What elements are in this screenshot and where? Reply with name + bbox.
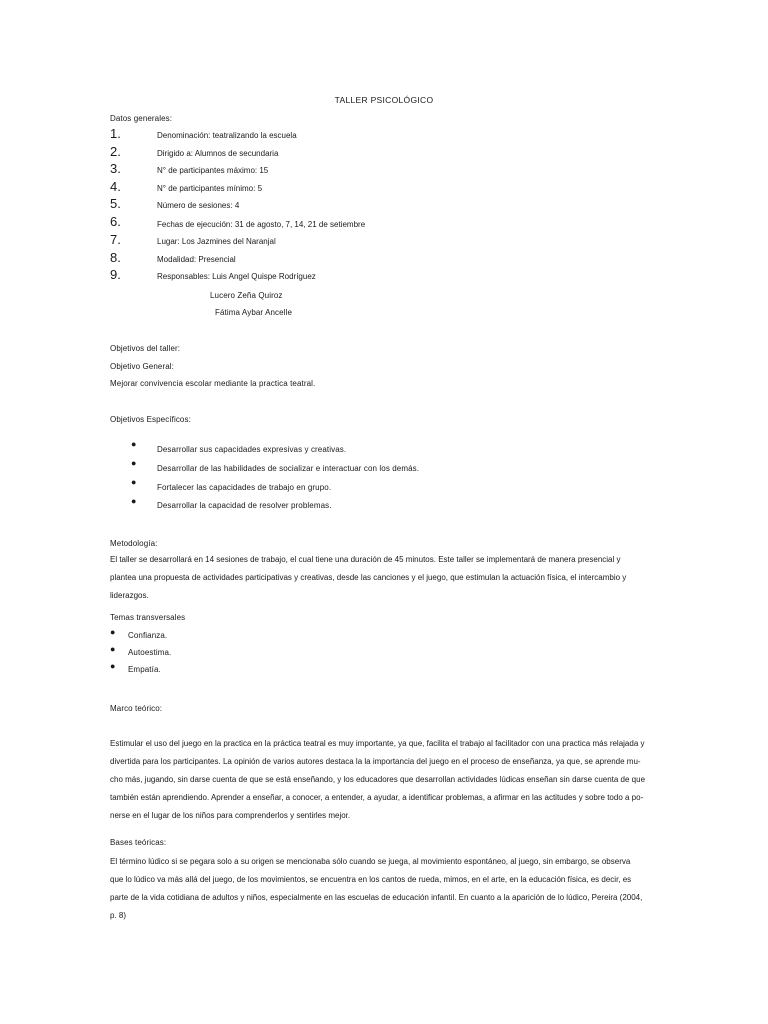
datos-generales-heading: Datos generales: [110,114,173,123]
list-item: Número de sesiones: 4 [157,201,240,210]
bullet-icon: ● [110,661,116,671]
objetivo-especifico-item: Fortalecer las capacidades de trabajo en grupo. [157,483,332,492]
list-number: 2. [110,144,121,159]
objetivos-especificos-heading: Objetivos Específicos: [110,415,191,424]
list-item: Responsables: Luis Angel Quispe Rodríguez [157,272,316,281]
objetivo-general-heading: Objetivo General: [110,362,174,371]
bullet-icon: ● [131,496,137,506]
list-item: N° de participantes mínimo: 5 [157,184,263,193]
tema-item: Confianza. [128,631,168,640]
bullet-icon: ● [110,644,116,654]
objetivo-especifico-item: Desarrollar sus capacidades expresivas y creativas. [157,445,347,454]
paragraph-line: liderazgos. [110,591,149,600]
objetivos-heading: Objetivos del taller: [110,344,181,353]
marco-teorico-paragraph [110,735,658,825]
paragraph-line: El término lúdico si se pegara solo a su origen se mencionaba sólo cuando se juega, al movimiento espontáneo, al juego, sin embargo, se observa [110,857,631,866]
paragraph-line: cho más, jugando, sin darse cuenta de que se está enseñando, y los educadores que desarrollan actividades lúdicas enseñan sin darse cuenta de que [110,775,646,784]
bases-teoricas-paragraph [110,853,658,925]
list-number: 8. [110,250,121,265]
objetivo-general-text: Mejorar convivencia escolar mediante la practica teatral. [110,379,316,388]
tema-item: Autoestima. [128,648,172,657]
list-number: 5. [110,196,121,211]
list-number: 7. [110,232,121,247]
list-number: 6. [110,214,121,229]
list-item: Lugar: Los Jazmines del Naranjal [157,237,276,246]
list-item: Denominación: teatralizando la escuela [157,131,297,140]
metodologia-paragraph [110,551,658,605]
list-item: Modalidad: Presencial [157,255,236,264]
objetivo-especifico-item: Desarrollar la capacidad de resolver problemas. [157,501,332,510]
metodologia-heading: Metodología: [110,539,158,548]
list-number: 3. [110,161,121,176]
list-number: 9. [110,267,121,282]
paragraph-line: que lo lúdico va más allá del juego, de los movimientos, se encuentra en los cantos de rueda, mimos, en el arte, en la educación física, es decir, es [110,875,632,884]
bases-teoricas-heading: Bases teóricas: [110,838,167,847]
paragraph-line: divertida para los participantes. La opinión de varios autores destaca la la importancia del juego en el proceso de enseñanza, ya que, se aprende mu- [110,757,641,766]
bullet-icon: ● [110,627,116,637]
paragraph-line: El taller se desarrollará en 14 sesiones de trabajo, el cual tiene una duración de 45 minutos. Este taller se implementará de manera presencial y [110,555,621,564]
bullet-icon: ● [131,439,137,449]
document-title: TALLER PSICOLÓGICO [334,95,434,105]
responsable-name: Lucero Zeña Quiroz [210,291,283,300]
paragraph-line: nerse en el lugar de los niños para comprenderlos y sentirles mejor. [110,811,351,820]
paragraph-line: plantea una propuesta de actividades participativas y creativas, desde las canciones y el juego, que estimulan la actuación física, el intercambio y [110,573,627,582]
list-number: 1. [110,126,121,141]
marco-teorico-heading: Marco teórico: [110,704,163,713]
bullet-icon: ● [131,458,137,468]
paragraph-line: parte de la vida cotidiana de adultos y niños, especialmente en las escuelas de educación infantil. En cuanto a la aparición de lo lúdico, Pereira (2004, [110,893,643,902]
paragraph-line: también están aprendiendo. Aprender a enseñar, a conocer, a entender, a ayudar, a identificar problemas, a afirmar en las actitudes y sobre todo a po- [110,793,644,802]
paragraph-line: Estimular el uso del juego en la practica en la práctica teatral es muy importante, ya que, facilita el trabajo al facilitador con una practica más relajada y [110,739,645,748]
tema-item: Empatía. [128,665,161,674]
bullet-icon: ● [131,477,137,487]
list-number: 4. [110,179,121,194]
list-item: Dirigido a: Alumnos de secundaria [157,149,279,158]
objetivo-especifico-item: Desarrollar de las habilidades de socializar e interactuar con los demás. [157,464,420,473]
paragraph-line: p. 8) [110,911,127,920]
responsable-name: Fátima Aybar Ancelle [215,308,293,317]
list-item: N° de participantes máximo: 15 [157,166,269,175]
temas-transversales-heading: Temas transversales [110,613,186,622]
list-item: Fechas de ejecución: 31 de agosto, 7, 14, 21 de setiembre [157,220,366,229]
